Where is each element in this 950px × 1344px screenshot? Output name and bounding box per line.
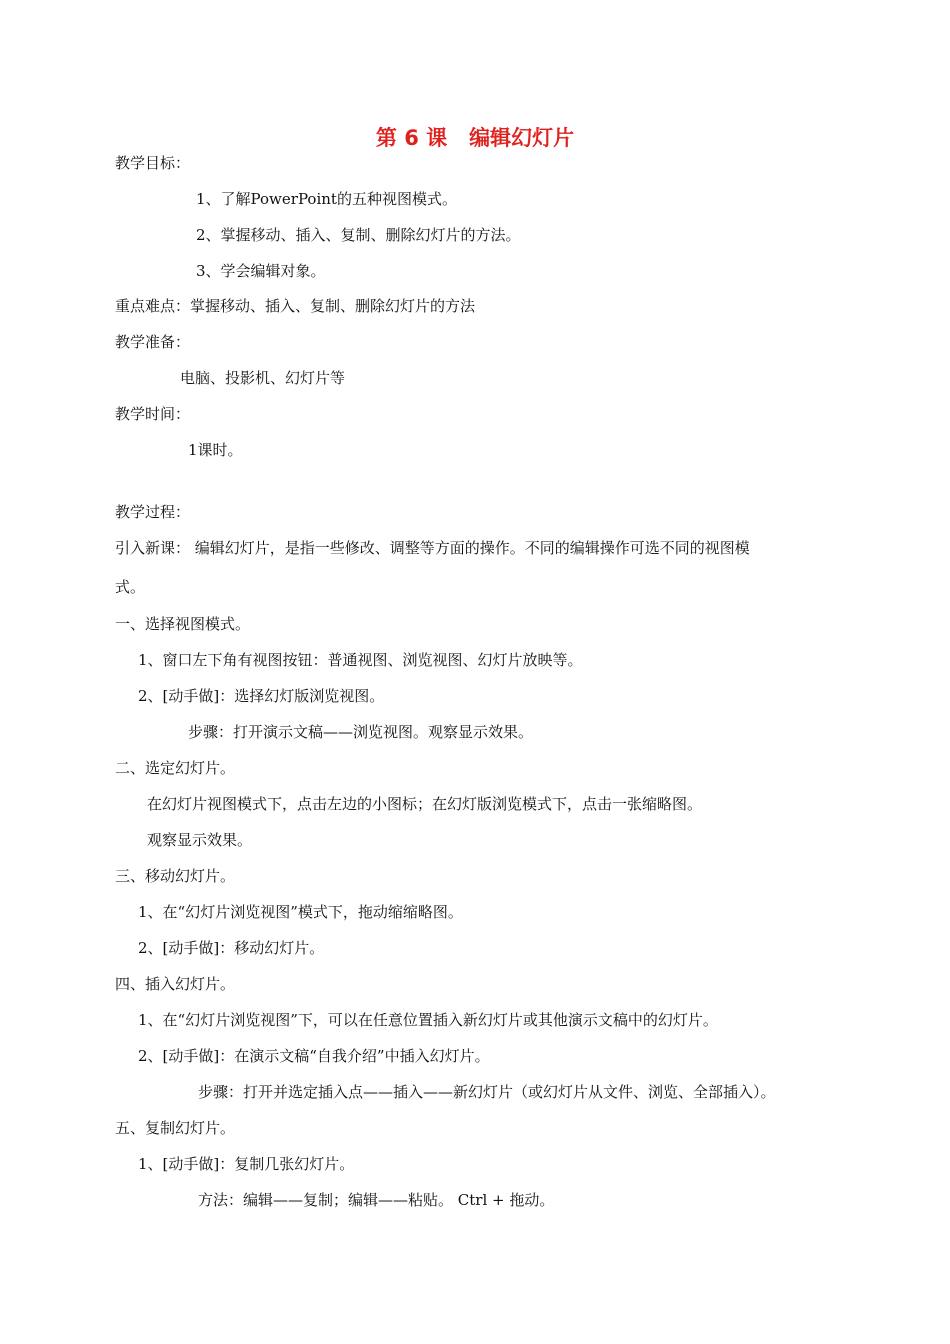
section-1-item-1: 1、窗口左下角有视图按钮：普通视图、浏览视图、幻灯片放映等。 <box>138 651 583 669</box>
section-1-item-2: 2、[动手做]：选择幻灯版浏览视图。 <box>138 687 385 705</box>
section-5-method: 方法：编辑——复制；编辑——粘贴。 Ctrl + 拖动。 <box>198 1191 555 1209</box>
section-2-observe: 观察显示效果。 <box>147 831 253 849</box>
section-5-item-1: 1、[动手做]：复制几张幻灯片。 <box>138 1155 355 1173</box>
section-1-steps: 步骤：打开演示文稿——浏览视图。观察显示效果。 <box>188 723 534 741</box>
heading-teaching-process: 教学过程： <box>115 503 191 521</box>
goal-item-2: 2、掌握移动、插入、复制、删除幻灯片的方法。 <box>196 226 521 244</box>
section-5-heading: 五、复制幻灯片。 <box>115 1119 236 1137</box>
heading-preparation: 教学准备： <box>115 333 191 351</box>
preparation-items: 电脑、投影机、幻灯片等 <box>180 369 346 387</box>
section-3-heading: 三、移动幻灯片。 <box>115 867 236 885</box>
section-4-heading: 四、插入幻灯片。 <box>115 975 236 993</box>
section-2-heading: 二、选定幻灯片。 <box>115 759 236 777</box>
key-points: 重点难点：掌握移动、插入、复制、删除幻灯片的方法 <box>115 297 476 315</box>
teaching-time-value: 1课时。 <box>188 441 243 459</box>
goal-item-1: 1、了解PowerPoint的五种视图模式。 <box>196 190 457 208</box>
section-4-steps: 步骤：打开并选定插入点——插入——新幻灯片（或幻灯片从文件、浏览、全部插入）。 <box>198 1083 776 1101</box>
section-4-item-2: 2、[动手做]：在演示文稿“自我介绍”中插入幻灯片。 <box>138 1047 490 1065</box>
intro-paragraph-continued: 式。 <box>115 578 146 596</box>
section-3-item-1: 1、在“幻灯片浏览视图”模式下，拖动缩缩略图。 <box>138 903 463 921</box>
heading-teaching-time: 教学时间： <box>115 405 191 423</box>
page-title: 第 6 课 编辑幻灯片 <box>375 126 575 150</box>
heading-teaching-goals: 教学目标： <box>115 154 191 172</box>
section-2-text: 在幻灯片视图模式下，点击左边的小图标；在幻灯版浏览模式下，点击一张缩略图。 <box>147 795 703 813</box>
intro-paragraph: 引入新课： 编辑幻灯片，是指一些修改、调整等方面的操作。不同的编辑操作可选不同的视图模 <box>115 539 750 557</box>
section-1-heading: 一、选择视图模式。 <box>115 615 251 633</box>
goal-item-3: 3、学会编辑对象。 <box>196 262 326 280</box>
section-4-item-1: 1、在“幻灯片浏览视图”下，可以在任意位置插入新幻灯片或其他演示文稿中的幻灯片。 <box>138 1011 718 1029</box>
section-3-item-2: 2、[动手做]：移动幻灯片。 <box>138 939 325 957</box>
